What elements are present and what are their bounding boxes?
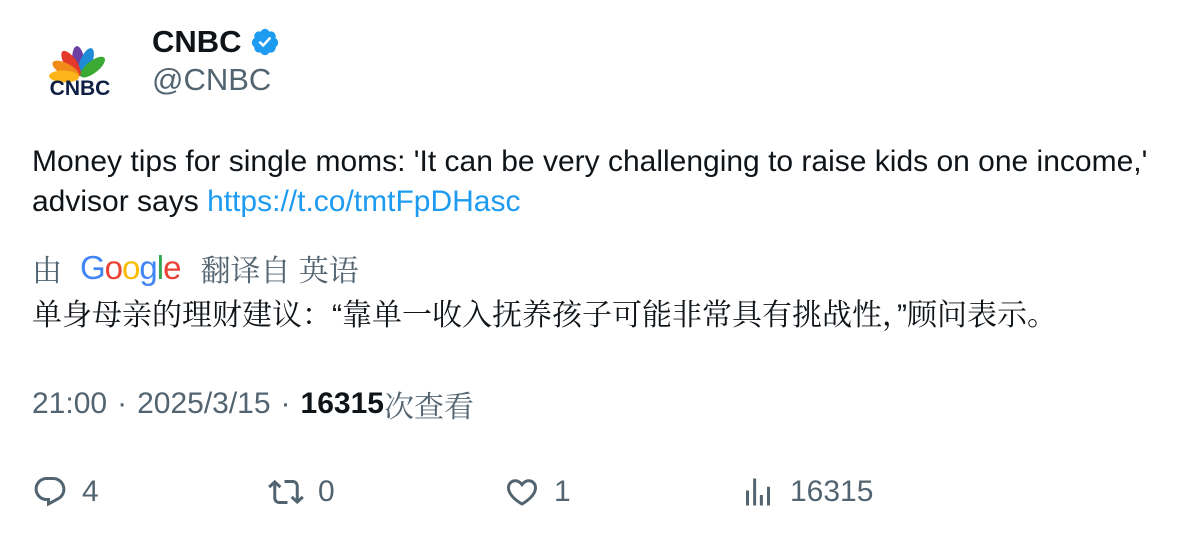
meta-separator: · [117, 387, 128, 420]
tweet-date[interactable]: 2025/3/15 [137, 387, 271, 420]
views-button[interactable] [740, 470, 873, 514]
like-count: 1 [554, 475, 571, 508]
views-count: 16315 [300, 387, 384, 420]
google-letter: o [122, 249, 140, 286]
google-letter: e [163, 249, 181, 286]
translation-suffix: 翻译自 英语 [200, 255, 359, 288]
views-count-action: 16315 [790, 475, 874, 508]
google-letter: l [156, 249, 164, 286]
action-bar [32, 470, 1172, 514]
author-name-row [152, 22, 280, 62]
tweet-link[interactable]: https://t.co/tmtFpDHasc [207, 185, 521, 218]
translation-prefix: 由 [32, 255, 62, 288]
views-chart-icon [740, 474, 776, 510]
like-button[interactable] [504, 470, 571, 514]
views-label: 次查看 [383, 391, 474, 424]
reply-count: 4 [82, 475, 99, 508]
reply-button[interactable] [32, 470, 99, 514]
tweet-time[interactable]: 21:00 [32, 387, 108, 420]
google-logo[interactable] [80, 249, 180, 287]
google-letter: G [80, 249, 105, 286]
peacock-logo-icon [32, 28, 128, 124]
reply-icon [32, 474, 68, 510]
meta-separator: · [280, 387, 291, 420]
translated-text: 单身母亲的理财建议：“靠单一收入抚养孩子可能非常具有挑战性，”顾问表示。 [32, 299, 1057, 332]
author-handle[interactable]: @CNBC [152, 62, 272, 97]
heart-icon [504, 474, 540, 510]
verified-badge-icon [250, 27, 280, 57]
avatar-wordmark: CNBC [49, 77, 111, 100]
translation-attribution [32, 246, 359, 290]
avatar[interactable] [32, 28, 128, 124]
display-name[interactable]: CNBC [152, 24, 242, 59]
retweet-icon [268, 474, 304, 510]
retweet-button[interactable] [268, 470, 335, 514]
tweet-text [32, 142, 1152, 222]
retweet-count: 0 [318, 475, 335, 508]
tweet-body: Money tips for single moms: 'It can be very challenging to raise kids on one income,' advisor says [32, 145, 1148, 218]
tweet-meta [32, 383, 474, 425]
google-letter: g [139, 249, 157, 286]
google-letter: o [104, 249, 123, 286]
